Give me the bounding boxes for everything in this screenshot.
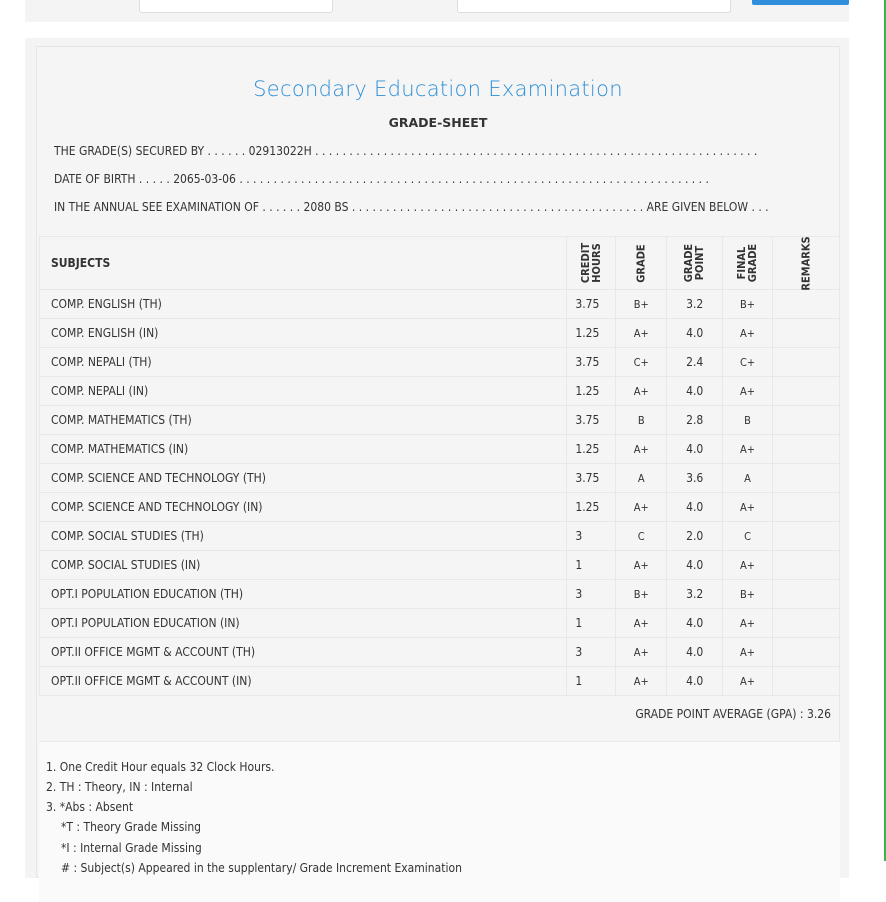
grade-table-header [40, 237, 840, 290]
gpa-label: GRADE POINT AVERAGE (GPA) : [635, 707, 804, 721]
credit-hours-cell: 3.75 [567, 464, 616, 493]
final-grade-cell: A+ [723, 377, 773, 406]
final-grade-cell: A+ [723, 551, 773, 580]
remarks-cell [773, 319, 840, 348]
table-row [40, 667, 840, 696]
grade-cell: C+ [616, 348, 667, 377]
credit-hours-cell: 1 [567, 667, 616, 696]
search-form-strip [25, 0, 849, 22]
note-item: # : Subject(s) Appeared in the supplentary/ Grade Increment Examination [61, 861, 462, 875]
final-grade-header: FINAL GRADE [723, 237, 773, 290]
result-panel [25, 38, 849, 878]
note-item: 3. *Abs : Absent [46, 800, 134, 814]
exam-line: IN THE ANNUAL SEE EXAMINATION OF . . . . . . 2080 BS . . . . . . . . . . . . . . . . . . . . . . . . . . . . . . . . . . . . . . . . . . . ARE GIVEN BELOW . . . [54, 200, 769, 214]
grade-point-cell: 2.0 [667, 522, 723, 551]
grade-cell: A+ [616, 435, 667, 464]
grade-cell: A+ [616, 319, 667, 348]
grade-point-cell: 2.4 [667, 348, 723, 377]
grade-cell: A+ [616, 551, 667, 580]
exam-label: IN THE ANNUAL SEE EXAMINATION OF [54, 200, 259, 214]
grade-point-cell: 3.2 [667, 580, 723, 609]
final-grade-cell: C [723, 522, 773, 551]
subject-cell: OPT.I POPULATION EDUCATION (TH) [40, 580, 567, 609]
table-row [40, 435, 840, 464]
credit-hours-cell: 1.25 [567, 435, 616, 464]
remarks-cell [773, 348, 840, 377]
subjects-header: SUBJECTS [40, 237, 567, 290]
note-item: 2. TH : Theory, IN : Internal [46, 780, 193, 794]
table-row [40, 638, 840, 667]
subject-cell: OPT.II OFFICE MGMT & ACCOUNT (TH) [40, 638, 567, 667]
subject-cell: COMP. SOCIAL STUDIES (TH) [40, 522, 567, 551]
final-grade-cell: A+ [723, 493, 773, 522]
remarks-header: REMARKS [773, 237, 840, 290]
grade-cell: A+ [616, 493, 667, 522]
grade-point-cell: 4.0 [667, 638, 723, 667]
credit-hours-cell: 1 [567, 609, 616, 638]
dob-value: 2065-03-06 [173, 172, 236, 186]
symbol-number: 02913022H [248, 144, 312, 158]
final-grade-cell: B [723, 406, 773, 435]
date-of-birth-input[interactable] [457, 0, 731, 13]
gpa-summary [635, 707, 831, 721]
subject-cell: COMP. NEPALI (TH) [40, 348, 567, 377]
final-grade-cell: C+ [723, 348, 773, 377]
subject-cell: COMP. MATHEMATICS (IN) [40, 435, 567, 464]
credit-hours-cell: 3.75 [567, 348, 616, 377]
grade-table [39, 236, 840, 696]
grade-point-cell: 4.0 [667, 667, 723, 696]
dob-line: DATE OF BIRTH . . . . . 2065-03-06 . . . . . . . . . . . . . . . . . . . . . . . . . . . . . . . . . . . . . . . . . . . . . . . . . . . . . . . . . . . . . . . . . . . . . [54, 172, 709, 186]
credit-hours-header: CREDIT HOURS [567, 237, 616, 290]
note-item: *T : Theory Grade Missing [61, 820, 202, 834]
subject-cell: COMP. NEPALI (IN) [40, 377, 567, 406]
subject-cell: COMP. SCIENCE AND TECHNOLOGY (TH) [40, 464, 567, 493]
remarks-cell [773, 638, 840, 667]
remarks-cell [773, 522, 840, 551]
table-row [40, 377, 840, 406]
grade-point-cell: 4.0 [667, 551, 723, 580]
subject-cell: COMP. ENGLISH (IN) [40, 319, 567, 348]
symbol-number-input[interactable] [139, 0, 333, 13]
table-row [40, 609, 840, 638]
credit-hours-cell: 3 [567, 580, 616, 609]
final-grade-cell: A [723, 464, 773, 493]
table-row [40, 290, 840, 319]
remarks-cell [773, 377, 840, 406]
credit-hours-cell: 3 [567, 638, 616, 667]
credit-hours-cell: 3.75 [567, 290, 616, 319]
grade-sheet-heading: GRADE-SHEET [388, 115, 488, 130]
grade-point-cell: 4.0 [667, 377, 723, 406]
table-row [40, 522, 840, 551]
exam-year: 2080 BS [303, 200, 349, 214]
table-row [40, 319, 840, 348]
grade-cell: A+ [616, 377, 667, 406]
subject-cell: COMP. ENGLISH (TH) [40, 290, 567, 319]
credit-hours-cell: 3.75 [567, 406, 616, 435]
subject-cell: COMP. MATHEMATICS (TH) [40, 406, 567, 435]
final-grade-cell: A+ [723, 609, 773, 638]
gpa-value: 3.26 [806, 707, 831, 721]
note-item: *I : Internal Grade Missing [61, 841, 202, 855]
remarks-cell [773, 493, 840, 522]
grade-cell: B [616, 406, 667, 435]
grade-sheet-card [36, 46, 840, 878]
remarks-cell [773, 667, 840, 696]
note-item: 1. One Credit Hour equals 32 Clock Hours. [46, 760, 275, 774]
dob-label: DATE OF BIRTH [54, 172, 136, 186]
subject-cell: OPT.II OFFICE MGMT & ACCOUNT (IN) [40, 667, 567, 696]
grade-point-cell: 4.0 [667, 435, 723, 464]
credit-hours-cell: 1.25 [567, 377, 616, 406]
final-grade-cell: A+ [723, 435, 773, 464]
final-grade-cell: A+ [723, 638, 773, 667]
grade-cell: B+ [616, 580, 667, 609]
table-row [40, 493, 840, 522]
grade-cell: A+ [616, 609, 667, 638]
remarks-cell [773, 580, 840, 609]
remarks-cell [773, 464, 840, 493]
notes-section [39, 741, 840, 902]
grade-point-cell: 3.2 [667, 290, 723, 319]
final-grade-cell: A+ [723, 667, 773, 696]
remarks-cell [773, 435, 840, 464]
grade-cell: A+ [616, 638, 667, 667]
grade-cell: A+ [616, 667, 667, 696]
grade-cell: B+ [616, 290, 667, 319]
table-row [40, 348, 840, 377]
credit-hours-cell: 1.25 [567, 319, 616, 348]
exam-suffix: ARE GIVEN BELOW [646, 200, 749, 214]
credit-hours-cell: 3 [567, 522, 616, 551]
subject-cell: OPT.I POPULATION EDUCATION (IN) [40, 609, 567, 638]
secured-by-label: THE GRADE(S) SECURED BY [54, 144, 205, 158]
table-row [40, 464, 840, 493]
subject-cell: COMP. SCIENCE AND TECHNOLOGY (IN) [40, 493, 567, 522]
table-row [40, 551, 840, 580]
remarks-cell [773, 406, 840, 435]
grade-point-header: GRADE POINT [667, 237, 723, 290]
remarks-cell [773, 290, 840, 319]
subject-cell: COMP. SOCIAL STUDIES (IN) [40, 551, 567, 580]
credit-hours-cell: 1.25 [567, 493, 616, 522]
grade-point-cell: 4.0 [667, 493, 723, 522]
remarks-cell [773, 609, 840, 638]
table-row [40, 580, 840, 609]
final-grade-cell: A+ [723, 319, 773, 348]
grade-cell: C [616, 522, 667, 551]
final-grade-cell: B+ [723, 290, 773, 319]
final-grade-cell: B+ [723, 580, 773, 609]
table-row [40, 406, 840, 435]
remarks-cell [773, 551, 840, 580]
secured-by-line: THE GRADE(S) SECURED BY . . . . . . 02913022H . . . . . . . . . . . . . . . . . . . . . . . . . . . . . . . . . . . . . . . . . . . . . . . . . . . . . . . . . . . . . . . . . [54, 144, 758, 158]
page-title: Secondary Education Examination [253, 77, 623, 101]
grade-point-cell: 4.0 [667, 609, 723, 638]
grade-point-cell: 3.6 [667, 464, 723, 493]
grade-header: GRADE [616, 237, 667, 290]
submit-button[interactable] [752, 0, 849, 5]
grade-point-cell: 2.8 [667, 406, 723, 435]
grade-cell: A [616, 464, 667, 493]
grade-point-cell: 4.0 [667, 319, 723, 348]
credit-hours-cell: 1 [567, 551, 616, 580]
